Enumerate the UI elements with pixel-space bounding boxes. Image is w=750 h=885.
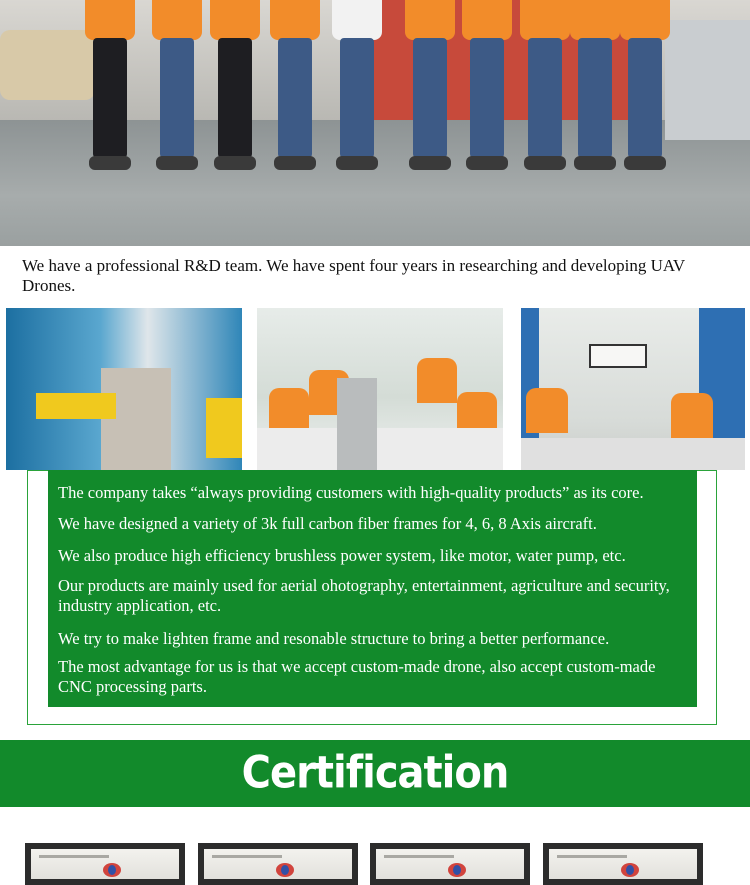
corridor-photo [6,308,242,470]
info-line-applications: Our products are mainly used for aerial ohotography, entertainment, agriculture and security, industry application, etc. [58,576,670,615]
certificate-4 [543,843,703,885]
team-caption: We have a professional R&D team. We have spent four years in researching and developing UAV Drones. [22,256,685,295]
company-info-box [48,470,697,707]
team-member [332,0,382,175]
certificate-2 [198,843,358,885]
team-photo [0,0,750,246]
team-photo-machine [665,20,750,140]
info-line-structure: We try to make lighten frame and resonable structure to bring a better performance. [58,629,610,648]
team-member [520,0,570,175]
certification-title: Certification [241,747,509,799]
certificate-logo-icon [276,863,294,877]
certificate-logo-icon [448,863,466,877]
team-member [405,0,455,175]
office-photo [521,308,745,470]
info-line-custom: The most advantage for us is that we accept custom-made drone, also accept custom-made CNC processing parts. [58,657,656,696]
workroom-photo [257,308,503,470]
team-member [570,0,620,175]
certificate-logo-icon [103,863,121,877]
info-line-power: We also produce high efficiency brushless power system, like motor, water pump, etc. [58,546,626,565]
team-member [462,0,512,175]
team-member [85,0,135,175]
team-member [152,0,202,175]
certification-banner [0,740,750,807]
team-photo-sofa [0,30,95,100]
certificate-3 [370,843,530,885]
certificate-1 [25,843,185,885]
info-line-core: The company takes “always providing customers with high-quality products” as its core. [58,483,644,502]
certificate-logo-icon [621,863,639,877]
team-member [620,0,670,175]
team-member [270,0,320,175]
team-member [210,0,260,175]
info-line-frames: We have designed a variety of 3k full carbon fiber frames for 4, 6, 8 Axis aircraft. [58,514,597,533]
